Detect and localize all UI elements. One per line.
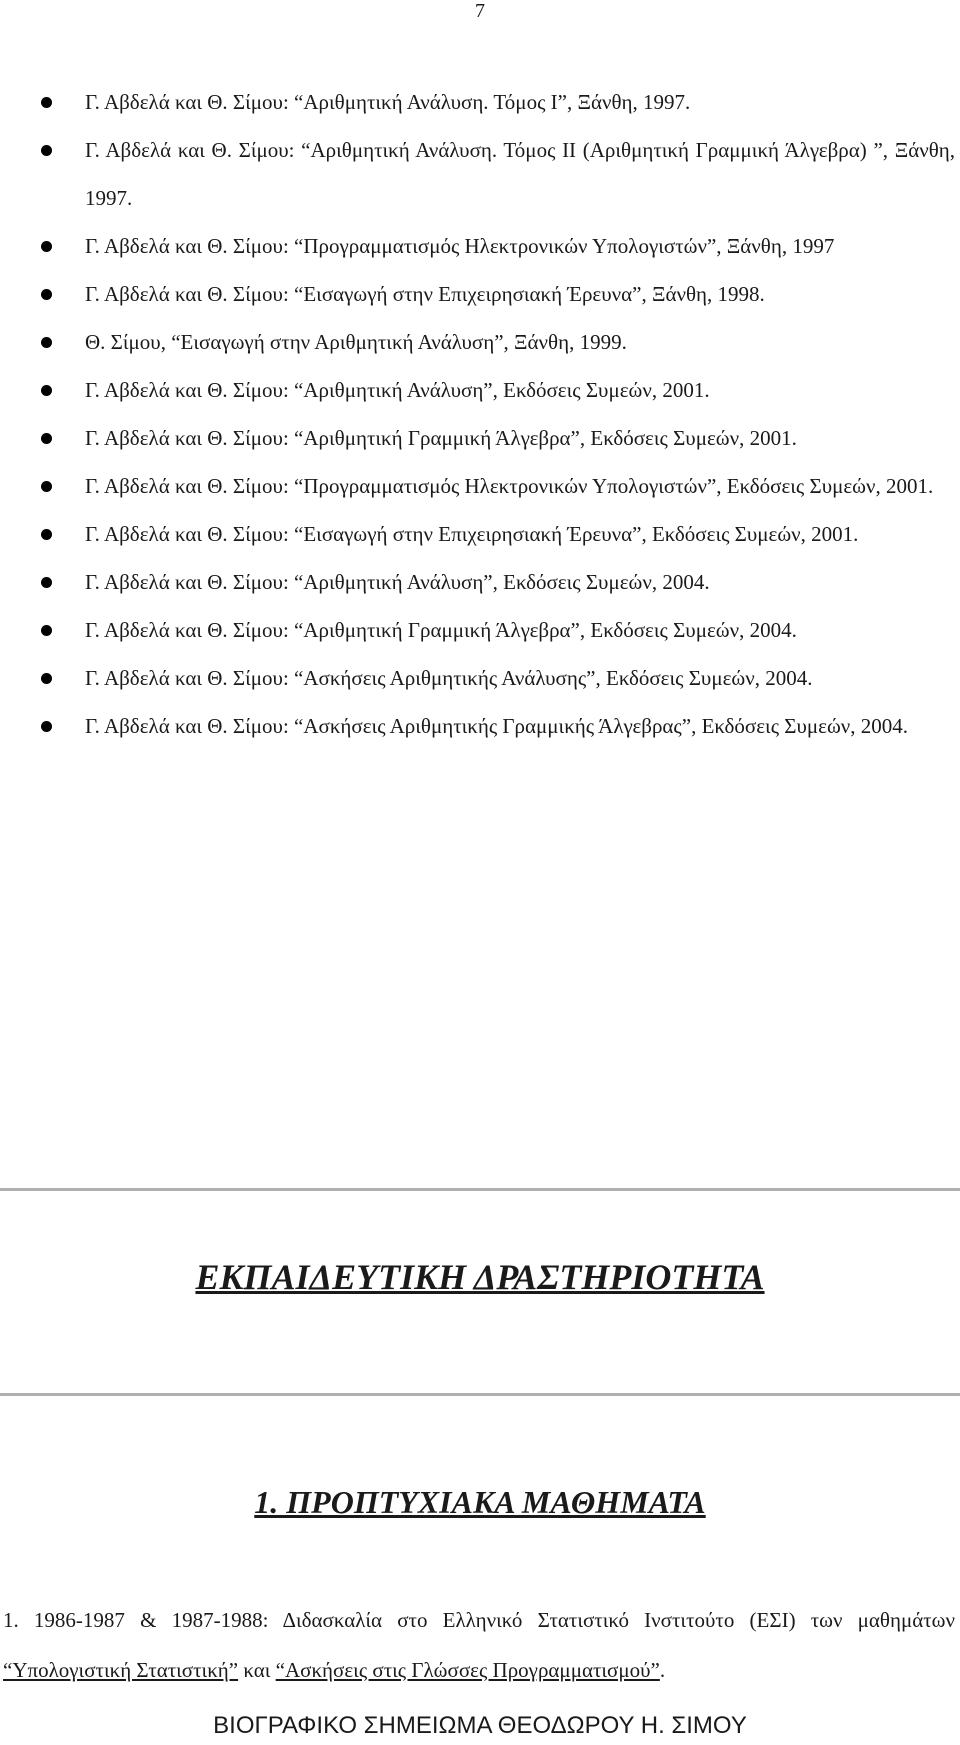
page-footer: ΒΙΟΓΡΑΦΙΚΟ ΣΗΜΕΙΩΜΑ ΘΕΟΔΩΡΟΥ Η. ΣΙΜΟΥ <box>213 1712 747 1739</box>
publication-text: Γ. Αβδελά και Θ. Σίμου: “Αριθμητική Ανάλυση”, Εκδόσεις Συμεών, 2001. <box>85 378 710 402</box>
publication-text: Γ. Αβδελά και Θ. Σίμου: “Εισαγωγή στην Επιχειρησιακή Έρευνα”, Εκδόσεις Συμεών, 2001. <box>85 522 859 546</box>
list-item <box>0 510 960 558</box>
section-title: ΕΚΠΑΙΔΕΥΤΙΚΗ ΔΡΑΣΤΗΡΙΟΤΗΤΑ <box>195 1257 765 1297</box>
list-item <box>0 222 960 270</box>
publication-text: Γ. Αβδελά και Θ. Σίμου: “Αριθμητική Ανάλυση. Τόμος ΙΙ (Αριθμητική Γραμμική Άλγεβρα) ”, Ξάνθη, 1997. <box>85 138 955 210</box>
publication-text: Γ. Αβδελά και Θ. Σίμου: “Αριθμητική Ανάλυση”, Εκδόσεις Συμεών, 2004. <box>85 570 710 594</box>
bullet-icon <box>41 481 52 492</box>
bullet-icon <box>41 385 52 396</box>
list-item <box>0 126 960 222</box>
section-divider <box>0 1393 960 1396</box>
bullet-icon <box>41 529 52 540</box>
course-name: “Υπολογιστική Στατιστική” <box>3 1658 239 1682</box>
bullet-icon <box>41 433 52 444</box>
section-divider <box>0 1188 960 1191</box>
publication-text: Γ. Αβδελά και Θ. Σίμου: “Αριθμητική Γραμμική Άλγεβρα”, Εκδόσεις Συμεών, 2004. <box>85 618 797 642</box>
subsection-title: 1. ΠΡΟΠΤΥΧΙΑΚΑ ΜΑΘΗΜΑΤΑ <box>254 1484 706 1520</box>
teaching-end: . <box>659 1658 666 1682</box>
list-item <box>0 702 960 750</box>
bullet-icon <box>41 721 52 732</box>
publication-text: Γ. Αβδελά και Θ. Σίμου: “Ασκήσεις Αριθμητικής Γραμμικής Άλγεβρας”, Εκδόσεις Συμεών, 2004. <box>85 714 909 738</box>
list-item <box>0 558 960 606</box>
publications-list <box>0 78 960 750</box>
list-item <box>0 606 960 654</box>
list-item <box>0 78 960 126</box>
publication-text: Γ. Αβδελά και Θ. Σίμου: “Αριθμητική Γραμμική Άλγεβρα”, Εκδόσεις Συμεών, 2001. <box>85 426 797 450</box>
list-item <box>0 270 960 318</box>
publication-text: Γ. Αβδελά και Θ. Σίμου: “Προγραμματισμός Ηλεκτρονικών Υπολογιστών”, Εκδόσεις Συμεών, 2001. <box>85 474 934 498</box>
bullet-icon <box>41 625 52 636</box>
bullet-icon <box>41 97 52 108</box>
publication-text: Γ. Αβδελά και Θ. Σίμου: “Ασκήσεις Αριθμητικής Ανάλυσης”, Εκδόσεις Συμεών, 2004. <box>85 666 813 690</box>
list-item <box>0 414 960 462</box>
teaching-intro: 1. 1986-1987 & 1987-1988: Διδασκαλία στο Ελληνικό Στατιστικό Ινστιτούτο (ΕΣΙ) των μαθημάτων <box>3 1608 955 1632</box>
list-item <box>0 462 960 510</box>
publication-text: Γ. Αβδελά και Θ. Σίμου: “Προγραμματισμός Ηλεκτρονικών Υπολογιστών”, Ξάνθη, 1997 <box>85 234 835 258</box>
bullet-icon <box>41 241 52 252</box>
publication-text: Γ. Αβδελά και Θ. Σίμου: “Αριθμητική Ανάλυση. Τόμος Ι”, Ξάνθη, 1997. <box>85 90 691 114</box>
list-item <box>0 366 960 414</box>
list-item <box>0 318 960 366</box>
teaching-paragraph <box>3 1595 955 1695</box>
bullet-icon <box>41 289 52 300</box>
publication-text: Θ. Σίμου, “Εισαγωγή στην Αριθμητική Ανάλυση”, Ξάνθη, 1999. <box>85 330 627 354</box>
bullet-icon <box>41 577 52 588</box>
bullet-icon <box>41 337 52 348</box>
page-number: 7 <box>475 0 485 22</box>
list-item <box>0 654 960 702</box>
teaching-connector: και <box>243 1658 271 1682</box>
bullet-icon <box>41 145 52 156</box>
bullet-icon <box>41 673 52 684</box>
publication-text: Γ. Αβδελά και Θ. Σίμου: “Εισαγωγή στην Επιχειρησιακή Έρευνα”, Ξάνθη, 1998. <box>85 282 765 306</box>
course-name: “Ασκήσεις στις Γλώσσες Προγραμματισμού” <box>275 1658 660 1682</box>
